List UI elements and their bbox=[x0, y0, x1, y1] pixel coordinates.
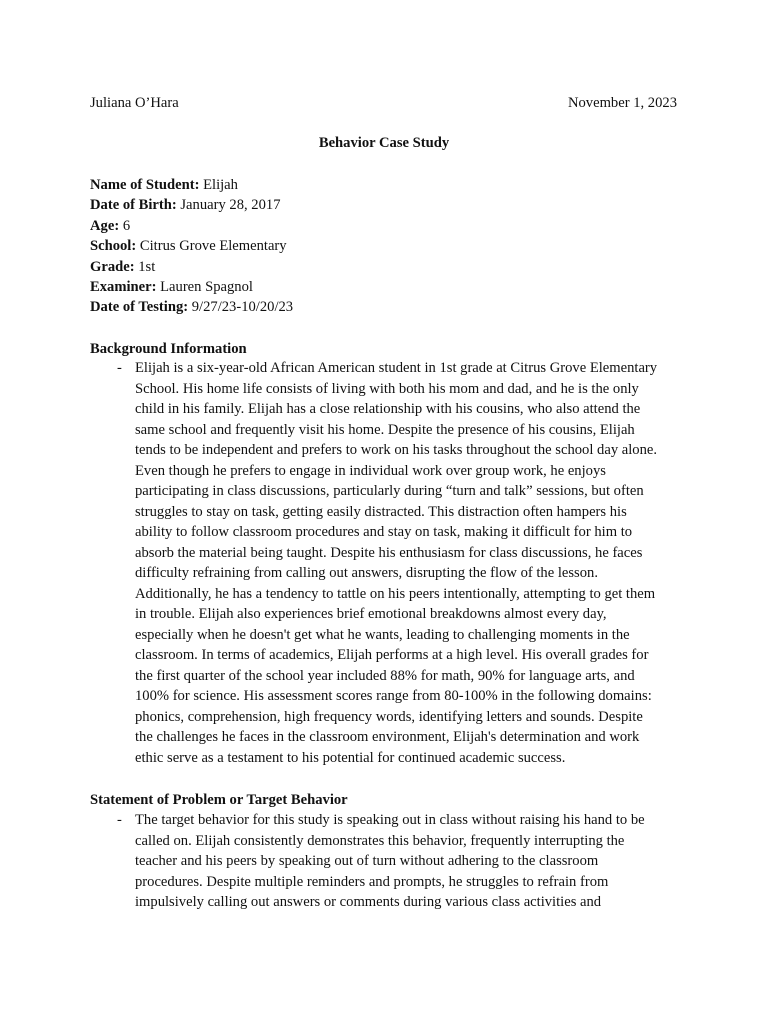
info-row-grade bbox=[90, 257, 690, 277]
info-label: School: bbox=[90, 238, 137, 255]
info-value: January 28, 2017 bbox=[176, 197, 281, 214]
problem-paragraph bbox=[135, 810, 680, 913]
info-label: Age: bbox=[90, 217, 120, 234]
paragraph-line: phonics, comprehension, high frequency words, identifying letters and sounds. Despite bbox=[135, 708, 643, 725]
info-label: Date of Testing: bbox=[90, 299, 189, 316]
paragraph-line: same school and frequently visit his home. Despite the presence of his cousins, Elijah bbox=[135, 421, 635, 438]
paragraph-line: impulsively calling out answers or comments during various class activities and bbox=[135, 894, 602, 910]
info-value: Lauren Spagnol bbox=[156, 278, 253, 295]
info-value: Elijah bbox=[199, 177, 238, 193]
info-value: Citrus Grove Elementary bbox=[136, 238, 287, 255]
document-header bbox=[90, 93, 677, 113]
info-row-name bbox=[90, 175, 690, 195]
background-heading: Background Information bbox=[90, 341, 247, 357]
paragraph-line: in trouble. Elijah also experiences brief emotional breakdowns almost every day, bbox=[135, 606, 607, 622]
student-info bbox=[90, 175, 690, 318]
info-row-age bbox=[90, 216, 690, 236]
author-name: Juliana O’Hara bbox=[90, 95, 179, 111]
info-row-school bbox=[90, 236, 690, 256]
paragraph-line: 100% for science. His assessment scores range from 80-100% in the following domains: bbox=[135, 688, 652, 704]
paragraph-line: ability to follow classroom procedures and stay on task, making it difficult for him to bbox=[135, 524, 633, 540]
background-paragraph bbox=[135, 358, 680, 768]
problem-heading: Statement of Problem or Target Behavior bbox=[90, 792, 348, 808]
paragraph-line: child in his family. Elijah has a close relationship with his cousins, who also attend the bbox=[135, 401, 641, 417]
info-value: 9/27/23-10/20/23 bbox=[188, 299, 294, 316]
info-label: Name of Student: bbox=[90, 177, 200, 193]
paragraph-line: School. His home life consists of living with both his mom and dad, and he is the only bbox=[135, 380, 639, 397]
paragraph-line: the challenges he faces in the classroom environment, Elijah's determination and work bbox=[135, 729, 640, 745]
paragraph-line: Additionally, he has a tendency to tattle on his peers intentionally, attempting to get them bbox=[135, 585, 656, 602]
paragraph-line: called on. Elijah consistently demonstrates this behavior, frequently interrupting the bbox=[135, 832, 625, 849]
document-title: Behavior Case Study bbox=[318, 135, 450, 151]
paragraph-line: struggles to stay on task, getting easily distracted. This distraction often hampers his bbox=[135, 503, 627, 520]
info-row-dob bbox=[90, 195, 690, 215]
paragraph-line: classroom. In terms of academics, Elijah performs at a high level. His overall grades for bbox=[135, 647, 649, 663]
paragraph-line: tends to be independent and prefers to work on his tasks throughout the school day alone. bbox=[135, 442, 658, 458]
paragraph-line: participating in class discussions, particularly during “turn and talk” sessions, but often bbox=[135, 483, 644, 499]
paragraph-line: ethic serve as a testament to his potential for continued academic success. bbox=[135, 749, 566, 766]
paragraph-line: procedures. Despite multiple reminders and prompts, he struggles to refrain from bbox=[135, 873, 609, 890]
paragraph-line: Elijah is a six-year-old African American student in 1st grade at Citrus Grove Elementary bbox=[135, 360, 658, 376]
info-row-testing-date bbox=[90, 297, 690, 317]
info-value: 1st bbox=[134, 258, 156, 275]
paragraph-line: the first quarter of the school year included 88% for math, 90% for language arts, and bbox=[135, 667, 635, 684]
paragraph-line: difficulty refraining from calling out answers, disrupting the flow of the lesson. bbox=[135, 565, 598, 581]
info-label: Examiner: bbox=[90, 278, 157, 295]
paragraph-line: especially when he doesn't get what he wants, leading to challenging moments in the bbox=[135, 626, 630, 643]
paragraph-line: teacher and his peers by speaking out of turn without adhering to the classroom bbox=[135, 853, 599, 869]
bullet-dash: - bbox=[117, 812, 122, 828]
info-label: Date of Birth: bbox=[90, 197, 177, 214]
document-date: November 1, 2023 bbox=[567, 95, 677, 111]
bullet-dash: - bbox=[117, 360, 122, 376]
paragraph-line: absorb the material being taught. Despite his enthusiasm for class discussions, he faces bbox=[135, 544, 643, 561]
paragraph-line: Even though he prefers to engage in individual work over group work, he enjoys bbox=[135, 462, 606, 479]
info-value: 6 bbox=[119, 217, 131, 234]
info-label: Grade: bbox=[90, 258, 135, 275]
info-row-examiner bbox=[90, 277, 690, 297]
paragraph-line: The target behavior for this study is speaking out in class without raising his hand to be bbox=[135, 812, 645, 828]
